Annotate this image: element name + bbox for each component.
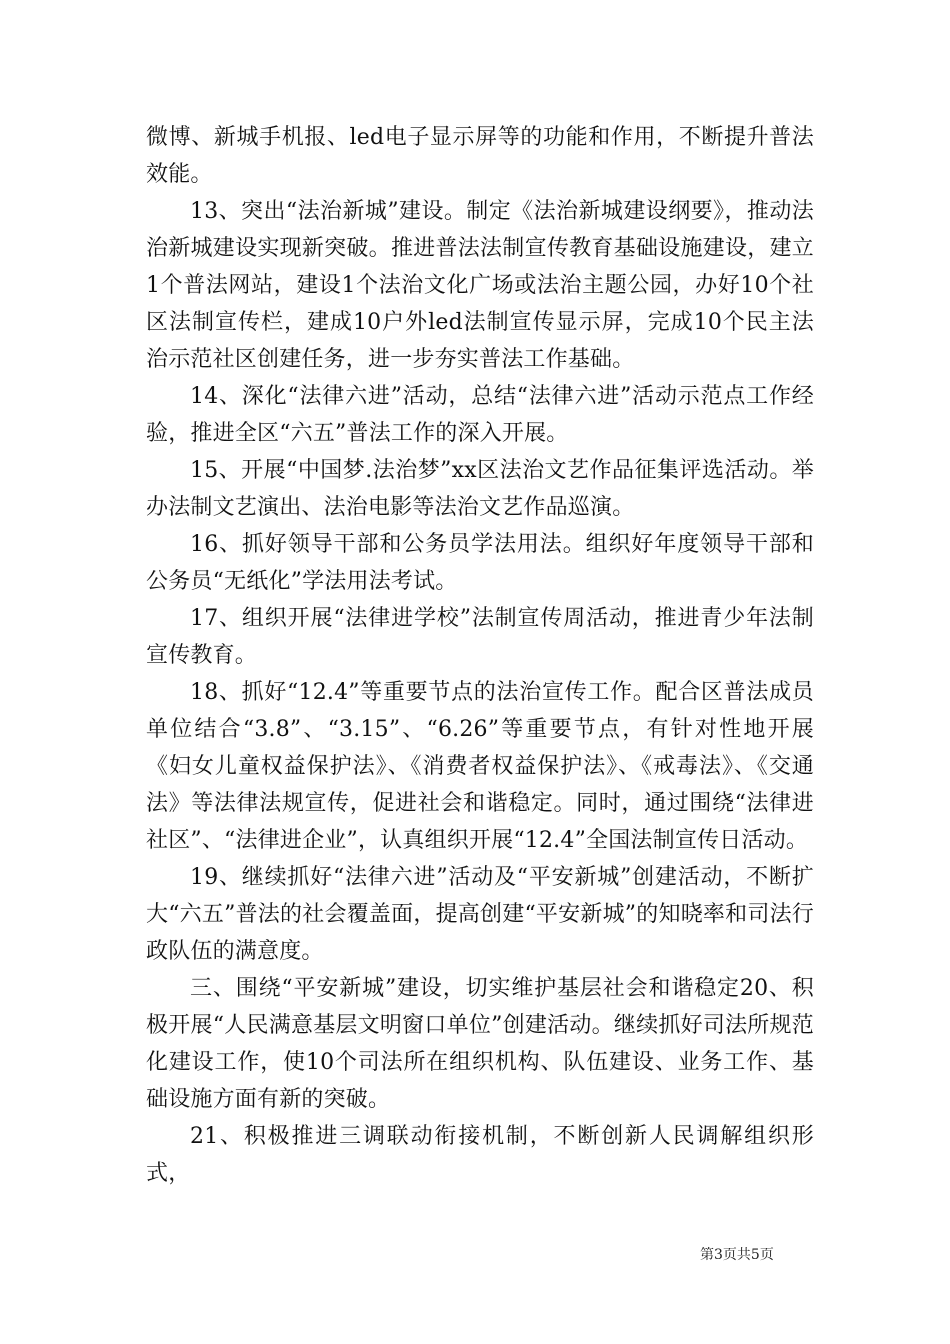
paragraph-section-3: 三、围绕“平安新城”建设，切实维护基层社会和谐稳定20、积极开展“人民满意基层文明窗口单位”创建活动。继续抓好司法所规范化建设工作，使10个司法所在组织机构、队伍建设、业务工作、基础设施方面有新的突破。: [146, 976, 814, 1112]
paragraph-continuation: 微博、新城手机报、led电子显示屏等的功能和作用，不断提升普法效能。: [146, 125, 814, 187]
page-number-footer: 第3页共5页: [700, 1247, 774, 1263]
paragraph-item-13: 13、突出“法治新城”建设。制定《法治新城建设纲要》，推动法治新城建设实现新突破。推进普法法制宣传教育基础设施建设，建立1个普法网站，建设1个法治文化广场或法治主题公园，办好10个社区法制宣传栏，建成10户外led法制宣传显示屏，完成10个民主法治示范社区创建任务，进一步夯实普法工作基础。: [146, 199, 814, 372]
paragraph-item-17: 17、组织开展“法律进学校”法制宣传周活动，推进青少年法制宣传教育。: [146, 606, 814, 668]
paragraph-item-16: 16、抓好领导干部和公务员学法用法。组织好年度领导干部和公务员“无纸化”学法用法考试。: [146, 532, 814, 594]
paragraph-item-14: 14、深化“法律六进”活动，总结“法律六进”活动示范点工作经验，推进全区“六五”普法工作的深入开展。: [146, 384, 814, 446]
paragraph-item-15: 15、开展“中国梦.法治梦”xx区法治文艺作品征集评选活动。举办法制文艺演出、法治电影等法治文艺作品巡演。: [146, 458, 814, 520]
paragraph-item-18: 18、抓好“12.4”等重要节点的法治宣传工作。配合区普法成员单位结合“3.8”、“3.15”、“6.26”等重要节点，有针对性地开展《妇女儿童权益保护法》、《消费者权益保护法》、《戒毒法》、《交通法》等法律法规宣传，促进社会和谐稳定。同时，通过围绕“法律进社区”、“法律进企业”，认真组织开展“12.4”全国法制宣传日活动。: [146, 680, 814, 853]
paragraph-item-21: 21、积极推进三调联动衔接机制，不断创新人民调解组织形式，: [146, 1124, 814, 1186]
document-body: [146, 119, 814, 1192]
paragraph-item-19: 19、继续抓好“法律六进”活动及“平安新城”创建活动，不断扩大“六五”普法的社会覆盖面，提高创建“平安新城”的知晓率和司法行政队伍的满意度。: [146, 865, 814, 964]
